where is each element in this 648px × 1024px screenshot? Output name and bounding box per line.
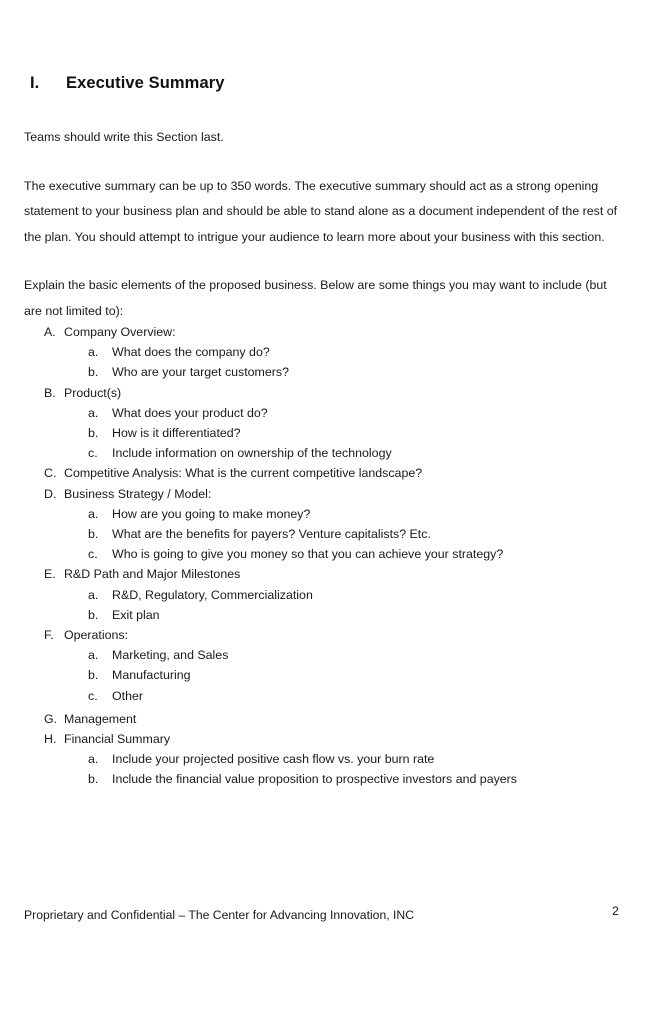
outline-item-marker: C. [44, 466, 57, 481]
outline-item-marker: D. [44, 486, 57, 501]
outline-item-text: Business Strategy / Model: [64, 486, 212, 501]
outline-item-text: How is it differentiated? [112, 426, 241, 441]
outline-item-marker: a. [88, 506, 99, 521]
outline-item-text: Operations: [64, 628, 129, 643]
outline-item-marker: a. [88, 405, 99, 420]
outline-item-marker: H. [44, 732, 57, 747]
outline-item-text: Financial Summary [64, 732, 171, 747]
outline-item-text: R&D Path and Major Milestones [64, 567, 241, 582]
section-numeral: I. [30, 74, 40, 92]
outline-item-text: Manufacturing [112, 668, 191, 683]
outline-item-text: What does the company do? [112, 345, 270, 360]
outline-item-text: Marketing, and Sales [112, 648, 229, 663]
outline-item-text: Product(s) [64, 385, 122, 400]
outline-item-text: What are the benefits for payers? Venture capitalists? Etc. [112, 527, 431, 542]
outline-item-marker: A. [44, 325, 56, 339]
outline-item-marker: a. [88, 587, 99, 602]
paragraph: The executive summary can be up to 350 words. The executive summary should act as a strong opening statement to your business plan and should be able to stand alone as a document independent of the rest of the plan. You should attempt to intrigue your audience to learn more about your business with this section. [24, 178, 618, 244]
outline-item-level-2 [0, 403, 648, 423]
outline-item-level-1 [0, 383, 648, 403]
outline-item-marker: E. [44, 567, 56, 582]
outline-item-text: How are you going to make money? [112, 506, 311, 521]
outline-item-text: Exit plan [112, 607, 160, 622]
outline-item-level-2 [0, 443, 648, 463]
outline-item-level-2 [0, 585, 648, 605]
outline-item-marker: a. [88, 752, 99, 767]
outline-item-marker: b. [88, 527, 99, 542]
outline-item-marker: c. [88, 547, 98, 562]
outline-item-level-1 [0, 463, 648, 483]
outline-item-marker: b. [88, 772, 99, 787]
page-title [30, 74, 225, 93]
outline-item-level-1 [0, 625, 648, 645]
outline-item-text: R&D, Regulatory, Commercialization [112, 587, 313, 602]
outline-item-level-2 [0, 544, 648, 564]
outline-item-text: Management [64, 711, 137, 726]
outline-item-marker: a. [88, 345, 99, 360]
outline-item-text: Competitive Analysis: What is the current competitive landscape? [64, 466, 423, 481]
section-title-text: Executive Summary [66, 74, 225, 92]
outline-item-text: What does your product do? [112, 405, 268, 420]
outline-item-level-2 [0, 665, 648, 685]
outline-item-level-2 [0, 504, 648, 524]
outline-item-marker: B. [44, 385, 56, 400]
outline-item-level-2 [0, 749, 648, 769]
outline-item-text: Include the financial value proposition to prospective investors and payers [112, 772, 518, 787]
outline-item-level-2 [0, 645, 648, 665]
outline-item-text: Include information on ownership of the technology [112, 446, 392, 461]
outline-item-level-2 [0, 686, 648, 706]
outline-item-level-2 [0, 769, 648, 789]
outline-item-level-1 [0, 484, 648, 504]
outline-item-marker: b. [88, 607, 99, 622]
outline-item-text: Who are your target customers? [112, 365, 289, 380]
outline-item-marker: G. [44, 711, 58, 726]
outline-item-level-2 [0, 605, 648, 625]
outline-item-marker: c. [88, 446, 98, 461]
outline-item-level-1 [0, 729, 648, 749]
outline-item-level-1 [0, 322, 648, 342]
outline-item-marker: F. [44, 628, 54, 643]
outline-item-text: Company Overview: [64, 325, 176, 339]
outline-item-text: Other [112, 688, 143, 703]
intro-paragraphs [24, 125, 626, 324]
outline-item-marker: b. [88, 668, 99, 683]
outline-item-text: Who is going to give you money so that you can achieve your strategy? [112, 547, 504, 562]
outline-item-level-2 [0, 362, 648, 382]
outline-item-level-1 [0, 564, 648, 584]
outline-item-level-2 [0, 524, 648, 544]
outline-item-level-2 [0, 342, 648, 362]
outline-item-text: Include your projected positive cash flow vs. your burn rate [112, 752, 435, 767]
outline-item-marker: a. [88, 648, 99, 663]
paragraph: Explain the basic elements of the proposed business. Below are some things you may want to include (but are not limited to): [24, 278, 607, 318]
outline-item-marker: b. [88, 426, 99, 441]
footer-confidentiality-note: Proprietary and Confidential – The Center for Advancing Innovation, INC [24, 908, 414, 922]
outline-item-level-1 [0, 709, 648, 729]
paragraph: Teams should write this Section last. [24, 130, 224, 144]
page-number: 2 [612, 904, 619, 918]
outline-list [0, 322, 648, 790]
outline-item-marker: b. [88, 365, 99, 380]
outline-item-marker: c. [88, 688, 98, 703]
outline-item-level-2 [0, 423, 648, 443]
